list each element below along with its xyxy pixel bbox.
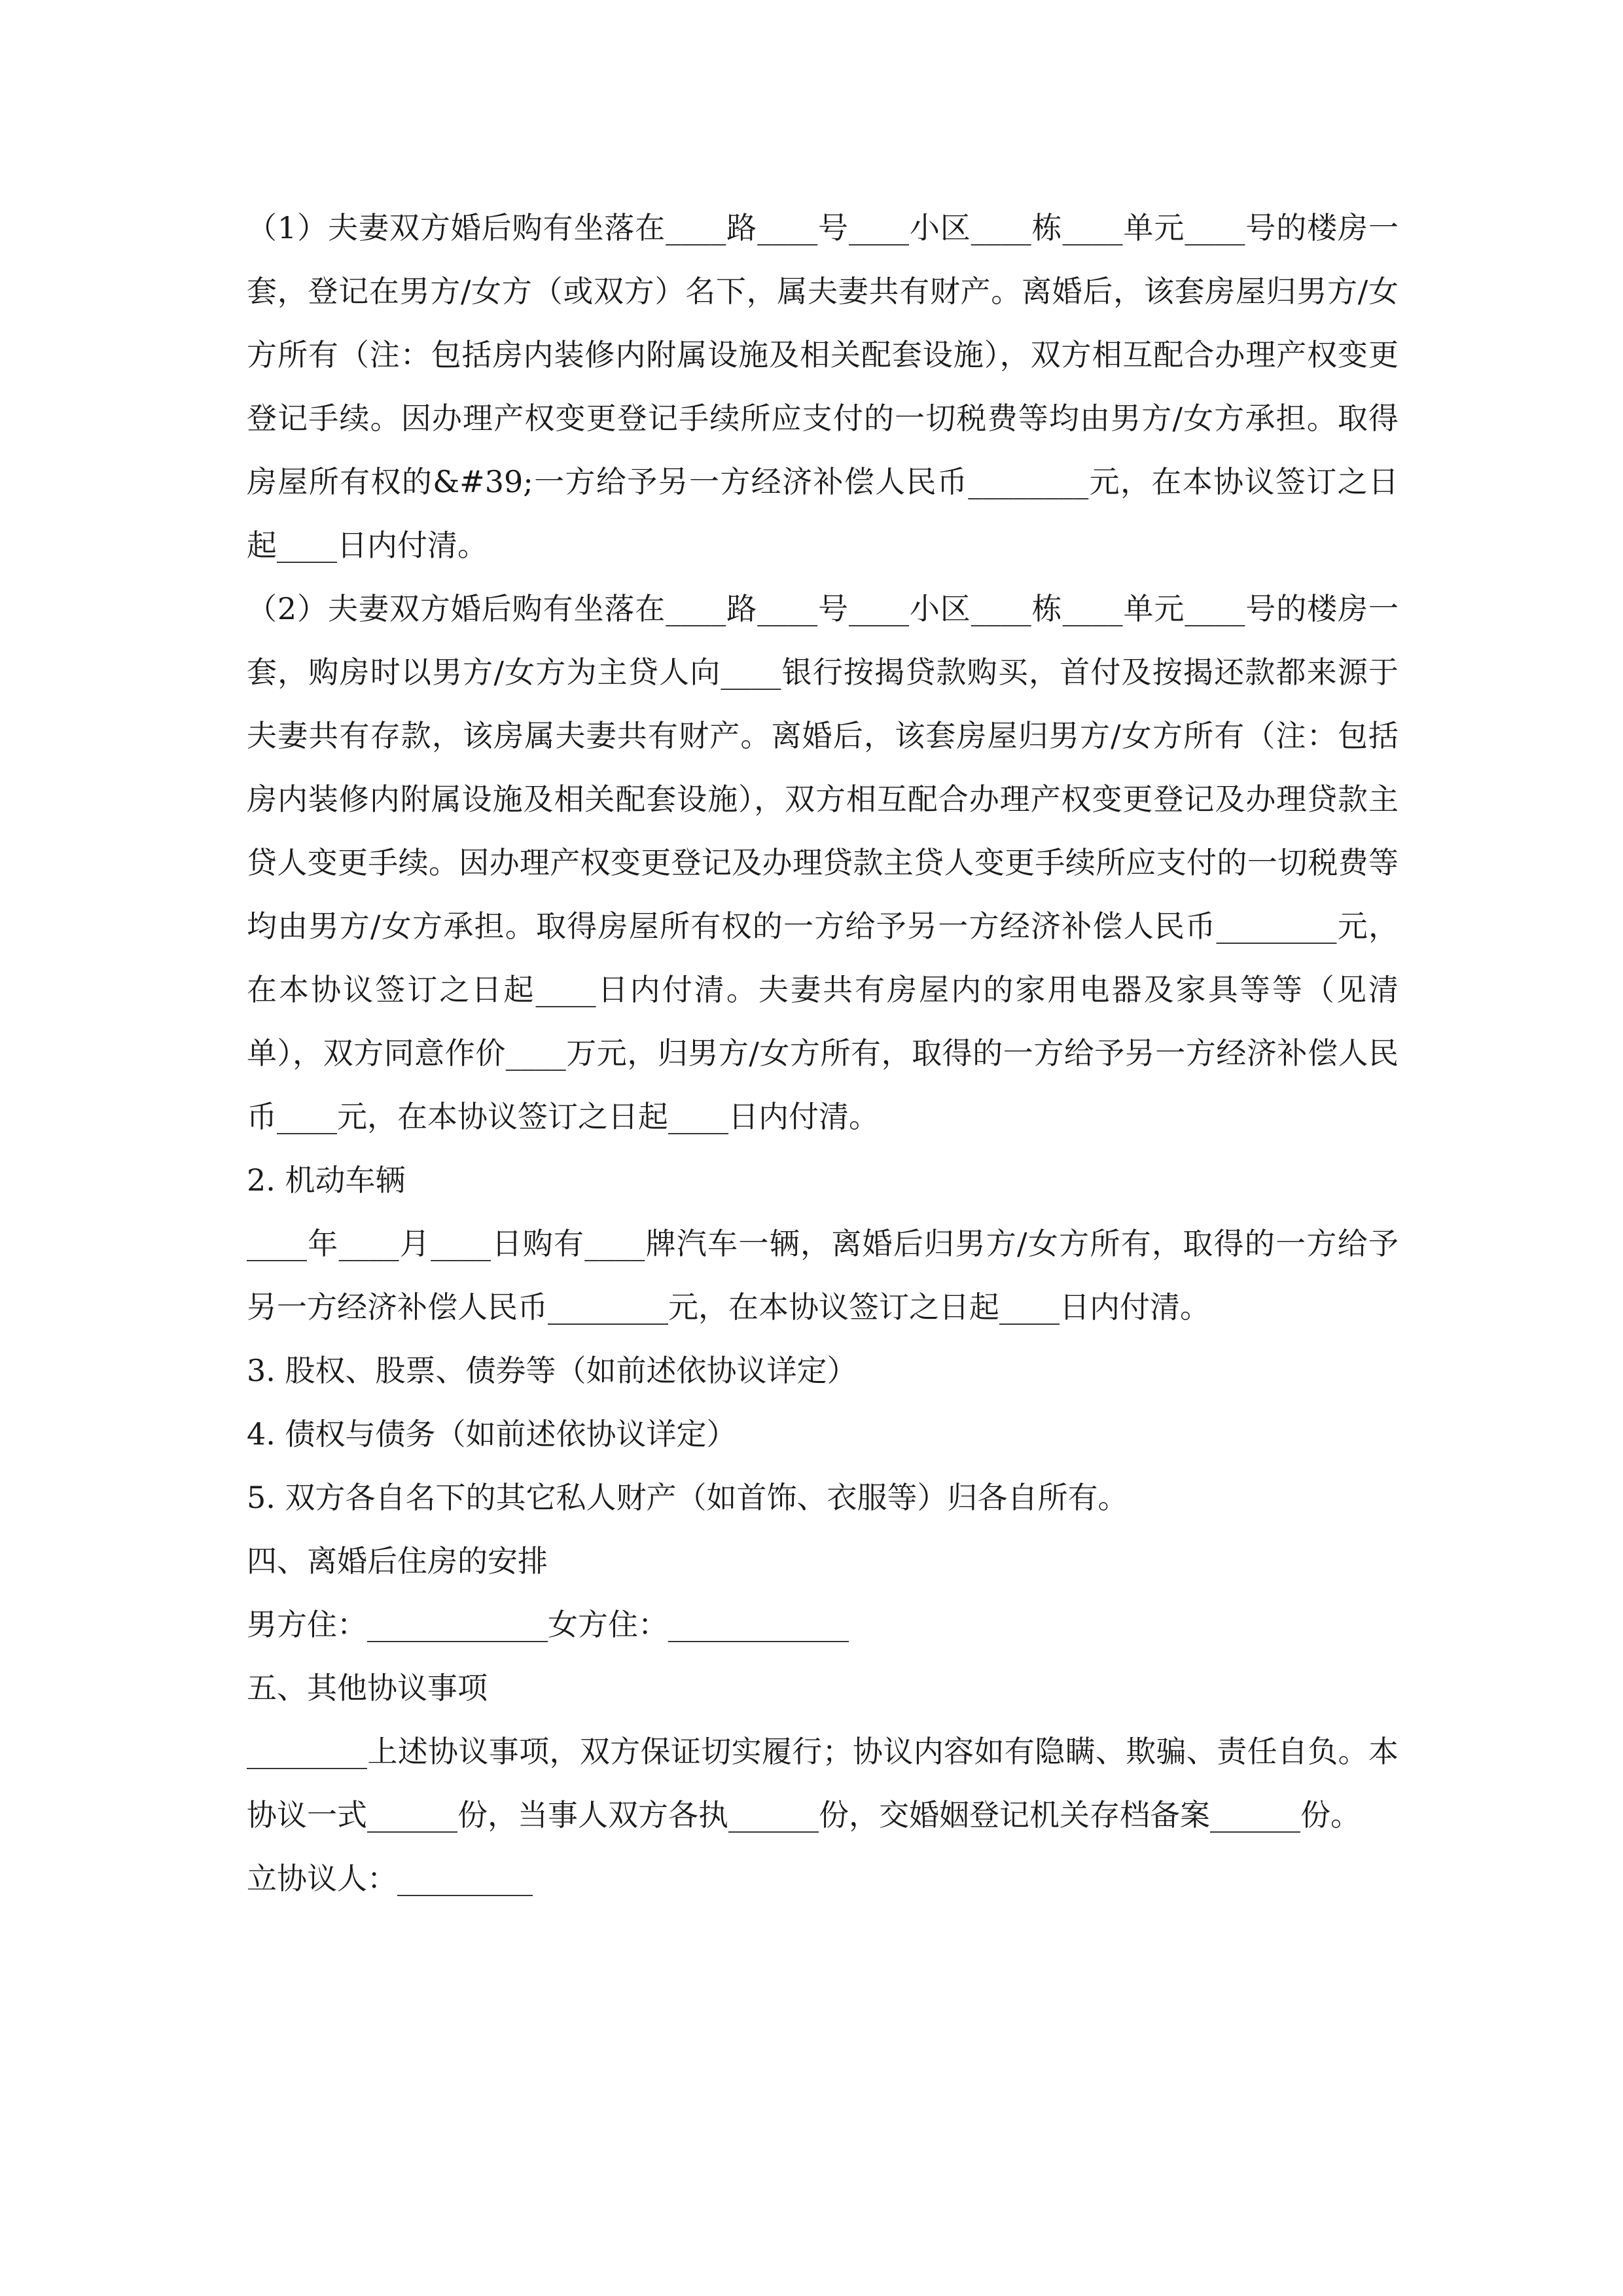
paragraph-house-1: （1）夫妻双方婚后购有坐落在____路____号____小区____栋____单元____号的楼房一套，登记在男方/女方（或双方）名下，属夫妻共有财产。离婚后，该套房屋归男方/女方所有（注：包括房内装修内附属设施及相关配套设施），双方相互配合办理产权变更登记手续。因办理产权变更登记手续所应支付的一切税费等均由男方/女方承担。取得房屋所有权的&#39;一方给予另一方经济补偿人民币________元，在本协议签订之日起____日内付清。 <box>247 210 1399 563</box>
paragraph-private-property: 5. 双方各自名下的其它私人财产（如首饰、衣服等）归各自所有。 <box>247 1480 1128 1515</box>
heading-vehicle: 2. 机动车辆 <box>247 1162 406 1198</box>
heading-equity: 3. 股权、股票、债券等（如前述依协议详定） <box>247 1353 857 1388</box>
document-body <box>247 196 1399 1910</box>
heading-debt: 4. 债权与债务（如前述依协议详定） <box>247 1416 737 1452</box>
section-heading-housing: 四、离婚后住房的安排 <box>247 1543 548 1579</box>
paragraph-residence: 男方住：____________女方住：____________ <box>247 1607 849 1642</box>
paragraph-vehicle: ____年____月____日购有____牌汽车一辆，离婚后归男方/女方所有，取得的一方给予另一方经济补偿人民币________元，在本协议签订之日起____日内付清。 <box>247 1226 1399 1325</box>
signatory-line: 立协议人：_________ <box>247 1861 533 1896</box>
paragraph-house-2: （2）夫妻双方婚后购有坐落在____路____号____小区____栋____单元____号的楼房一套，购房时以男方/女方为主贷人向____银行按揭贷款购买，首付及按揭还款都来源于夫妻共有存款，该房属夫妻共有财产。离婚后，该套房屋归男方/女方所有（注：包括房内装修内附属设施及相关配套设施），双方相互配合办理产权变更登记及办理贷款主贷人变更手续。因办理产权变更登记及办理贷款主贷人变更手续所应支付的一切税费等均由男方/女方承担。取得房屋所有权的一方给予另一方经济补偿人民币________元，在本协议签订之日起____日内付清。夫妻共有房屋内的家用电器及家具等等（见清单），双方同意作价____万元，归男方/女方所有，取得的一方给予另一方经济补偿人民币____元，在本协议签订之日起____日内付清。 <box>247 591 1399 1134</box>
paragraph-other-terms: ________上述协议事项，双方保证切实履行；协议内容如有隐瞒、欺骗、责任自负。本协议一式______份，当事人双方各执______份，交婚姻登记机关存档备案______份。 <box>247 1734 1399 1833</box>
section-heading-other: 五、其他协议事项 <box>247 1670 488 1706</box>
